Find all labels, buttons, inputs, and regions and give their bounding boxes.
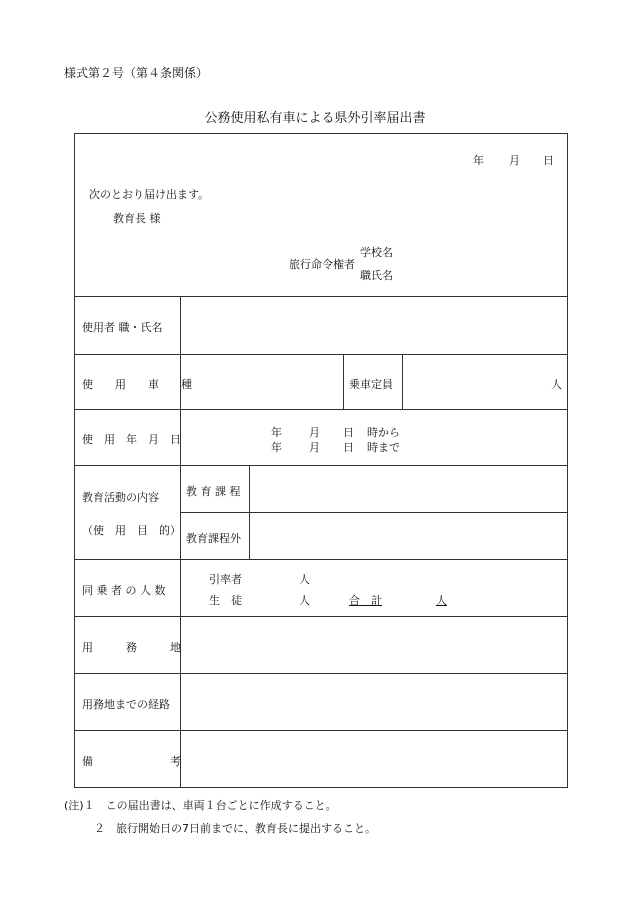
- date-of-use-label: 使 用 年 月 日: [82, 433, 181, 446]
- leader-label: 引率者: [209, 573, 242, 586]
- leader-unit: 人: [299, 573, 310, 586]
- column-divider: [343, 354, 344, 409]
- destination-field[interactable]: [181, 617, 567, 673]
- issuer-label: 旅行命令権者: [289, 258, 355, 271]
- capacity-unit: 人: [551, 378, 562, 391]
- to-time: 時まで: [367, 441, 400, 454]
- addressee: 教育長 様: [113, 212, 161, 225]
- student-unit: 人: [299, 594, 310, 607]
- extra-curriculum-label: 教育課程外: [186, 532, 241, 545]
- school-name-label: 学校名: [360, 246, 393, 259]
- total-unit: 人: [436, 594, 447, 607]
- user-field[interactable]: [181, 297, 567, 354]
- from-day: 日: [343, 426, 354, 439]
- route-label: 用務地までの経路: [82, 698, 170, 711]
- capacity-field[interactable]: [403, 355, 567, 409]
- curriculum-label: 教 育 課 程: [186, 485, 241, 498]
- row-divider: [75, 559, 567, 560]
- form-id: 様式第２号（第４条関係）: [64, 66, 209, 80]
- note-2: ２ 旅行開始日の7日前までに、教育長に提出すること。: [94, 822, 376, 835]
- intro-text: 次のとおり届け出ます。: [89, 188, 210, 201]
- user-label: 使用者 職・氏名: [82, 321, 163, 334]
- curriculum-field[interactable]: [250, 466, 567, 512]
- row-divider: [75, 409, 567, 410]
- from-month: 月: [309, 426, 320, 439]
- from-year: 年: [271, 426, 282, 439]
- date-month-label: 月: [509, 154, 520, 167]
- student-label: 生 徒: [209, 594, 242, 607]
- to-day: 日: [343, 441, 354, 454]
- form-title: 公務使用私有車による県外引率届出書: [204, 111, 426, 126]
- note-1: (注)１ この届出書は、車両１台ごとに作成すること。: [64, 799, 337, 812]
- from-time: 時から: [367, 426, 400, 439]
- form-table: [74, 133, 568, 788]
- purpose-label: （使 用 目 的）: [82, 524, 181, 537]
- to-year: 年: [271, 441, 282, 454]
- date-year-label: 年: [473, 154, 484, 167]
- vehicle-type-label: 使 用 車 種: [82, 378, 192, 391]
- to-month: 月: [309, 441, 320, 454]
- destination-label: 用 務 地: [82, 641, 181, 654]
- capacity-label: 乗車定員: [349, 378, 393, 391]
- extra-curriculum-field[interactable]: [250, 513, 567, 559]
- activity-label: 教育活動の内容: [82, 491, 159, 504]
- route-field[interactable]: [181, 674, 567, 730]
- passengers-label: 同 乗 者 の 人 数: [82, 584, 166, 597]
- vehicle-type-field[interactable]: [181, 355, 343, 409]
- official-name-label: 職氏名: [360, 269, 393, 282]
- remarks-label: 備 考: [82, 755, 181, 768]
- remarks-field[interactable]: [181, 731, 567, 787]
- date-day-label: 日: [543, 154, 554, 167]
- total-label: 合 計: [349, 594, 382, 607]
